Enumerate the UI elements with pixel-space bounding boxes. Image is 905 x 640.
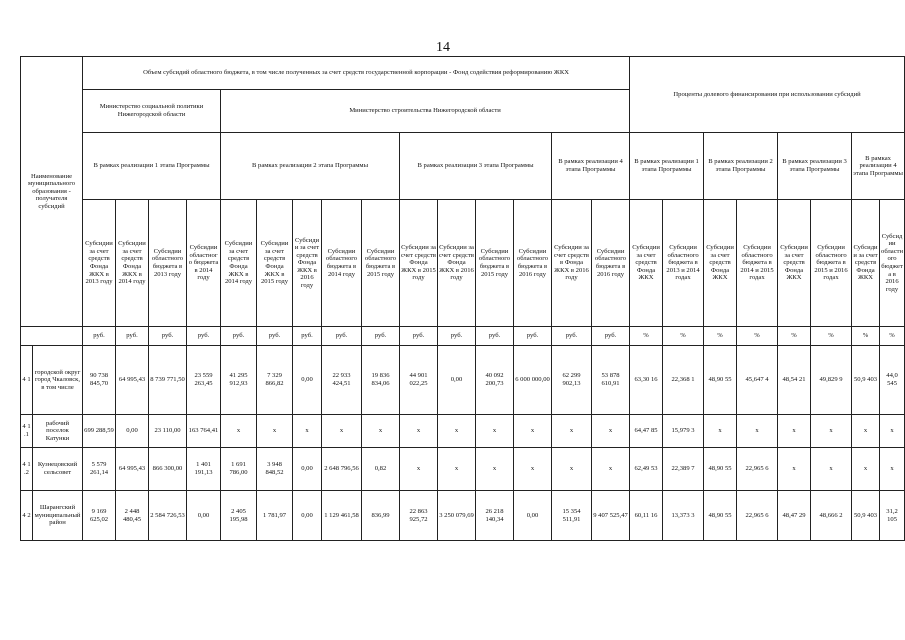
value-cell: 163 764,41 <box>187 415 221 448</box>
table-row <box>21 448 905 491</box>
unit-cell: руб. <box>592 327 630 346</box>
value-cell: 62 299 902,13 <box>552 346 592 415</box>
header-percent-stage-1: В рамках реализации 1 этапа Программы <box>630 133 704 200</box>
unit-cell: руб. <box>322 327 362 346</box>
value-cell: 44,0 545 <box>880 346 905 415</box>
municipality-name: Кузнецовский сельсовет <box>33 448 83 491</box>
column-header: Субсидии областного бюджета в 2013 и 2014 годах <box>663 200 704 327</box>
unit-cell: руб. <box>187 327 221 346</box>
value-cell: 48,90 55 <box>704 448 737 491</box>
column-header: Субсидии за счет средств в Фонда ЖКХ в 2016 году <box>552 200 592 327</box>
value-cell: x <box>552 448 592 491</box>
value-cell: 0,82 <box>362 448 400 491</box>
column-header: Субсидии областного бюджета в 2016 году <box>880 200 905 327</box>
municipality-name: Шарангский муниципальный район <box>33 491 83 541</box>
subsidy-table <box>20 56 905 541</box>
unit-cell: руб. <box>438 327 476 346</box>
units-spacer <box>21 327 83 346</box>
value-cell: 2 584 726,53 <box>149 491 187 541</box>
header-volume: Объем субсидий областного бюджета, в том числе полученных за счет средств государственной корпорации - Фонд содействия реформированию ЖКХ <box>83 57 630 90</box>
value-cell: 48,90 55 <box>704 346 737 415</box>
value-cell: 44 901 022,25 <box>400 346 438 415</box>
value-cell: 7 329 866,82 <box>257 346 293 415</box>
value-cell: 23 559 263,45 <box>187 346 221 415</box>
column-header: Субсидии областного бюджета в 2015 году <box>362 200 400 327</box>
column-header: Субсидии областного бюджета в 2016 году <box>514 200 552 327</box>
header-stage-4: В рамках реализации 4 этапа Программы <box>552 133 630 200</box>
header-percent-stage-4: В рамках реализации 4 этапа Программы <box>852 133 905 200</box>
value-cell: x <box>811 415 852 448</box>
unit-cell: руб. <box>149 327 187 346</box>
table-row <box>21 491 905 541</box>
value-cell: 26 218 140,34 <box>476 491 514 541</box>
header-stage-2: В рамках реализации 2 этапа Программы <box>221 133 400 200</box>
value-cell: x <box>400 448 438 491</box>
unit-cell: руб. <box>293 327 322 346</box>
value-cell: x <box>552 415 592 448</box>
column-header: Субсидии за счет средств Фонда ЖКХ в 2014 году <box>116 200 149 327</box>
column-header: Субсидии областного бюджета в 2014 и 2015 годах <box>737 200 778 327</box>
value-cell: 9 169 625,02 <box>83 491 116 541</box>
value-cell: 836,99 <box>362 491 400 541</box>
unit-cell: % <box>737 327 778 346</box>
unit-cell: руб. <box>552 327 592 346</box>
column-header: Субсидии за счет средств Фонда ЖКХ в 2014 году <box>221 200 257 327</box>
value-cell: 23 110,00 <box>149 415 187 448</box>
value-cell: 1 129 461,58 <box>322 491 362 541</box>
value-cell: x <box>592 415 630 448</box>
row-number: 4 1 <box>21 346 33 415</box>
table-body <box>21 346 905 541</box>
header-ministry-construction: Министерство строительства Нижегородской области <box>221 90 630 133</box>
column-header: Субсидии за счет средств Фонда ЖКХ в 2015 году <box>400 200 438 327</box>
page-number: 14 <box>436 40 450 55</box>
column-header: Субсидии за счет средств Фонда ЖКХ <box>630 200 663 327</box>
value-cell: x <box>221 415 257 448</box>
value-cell: x <box>778 448 811 491</box>
row-number: 4 1 .1 <box>21 415 33 448</box>
value-cell: x <box>476 415 514 448</box>
value-cell: x <box>514 448 552 491</box>
value-cell: 41 295 912,93 <box>221 346 257 415</box>
unit-cell: руб. <box>116 327 149 346</box>
unit-cell: % <box>778 327 811 346</box>
value-cell: x <box>852 415 880 448</box>
municipality-name: городской округ город Чкаловск, в том числе <box>33 346 83 415</box>
value-cell: 19 836 834,06 <box>362 346 400 415</box>
value-cell: x <box>592 448 630 491</box>
unit-cell: руб. <box>257 327 293 346</box>
value-cell: 1 401 191,13 <box>187 448 221 491</box>
value-cell: x <box>704 415 737 448</box>
value-cell: 0,00 <box>438 346 476 415</box>
value-cell: x <box>476 448 514 491</box>
value-cell: x <box>811 448 852 491</box>
value-cell: 22,368 1 <box>663 346 704 415</box>
value-cell: 0,00 <box>293 491 322 541</box>
column-header: Субсидии областного бюджета в 2014 году <box>322 200 362 327</box>
value-cell: 3 948 848,52 <box>257 448 293 491</box>
value-cell: 48,47 29 <box>778 491 811 541</box>
value-cell: x <box>737 415 778 448</box>
value-cell: 90 738 845,70 <box>83 346 116 415</box>
unit-cell: руб. <box>476 327 514 346</box>
value-cell: 2 405 195,98 <box>221 491 257 541</box>
value-cell: 31,2 105 <box>880 491 905 541</box>
unit-cell: руб. <box>83 327 116 346</box>
value-cell: 48,90 55 <box>704 491 737 541</box>
header-percent-stage-3: В рамках реализации 3 этапа Программы <box>778 133 852 200</box>
value-cell: 60,11 16 <box>630 491 663 541</box>
value-cell: 0,00 <box>293 346 322 415</box>
value-cell: 9 407 525,47 <box>592 491 630 541</box>
header-percent-stage-2: В рамках реализации 2 этапа Программы <box>704 133 778 200</box>
column-header: Субсидии областного бюджета в 2016 году <box>592 200 630 327</box>
value-cell: 48,666 2 <box>811 491 852 541</box>
column-header: Субсидии за счет средств Фонда ЖКХ в 2016 году <box>438 200 476 327</box>
value-cell: x <box>400 415 438 448</box>
value-cell: 0,00 <box>293 448 322 491</box>
table-row <box>21 346 905 415</box>
value-cell: 15 354 511,91 <box>552 491 592 541</box>
unit-cell: % <box>811 327 852 346</box>
value-cell: 49,829 9 <box>811 346 852 415</box>
value-cell: 63,30 16 <box>630 346 663 415</box>
value-cell: 8 739 771,50 <box>149 346 187 415</box>
value-cell: 1 781,97 <box>257 491 293 541</box>
header-stage-1: В рамках реализации 1 этапа Программы <box>83 133 221 200</box>
column-header-municipality: Наименование муниципального образования - получателя субсидий <box>21 57 83 327</box>
table-row <box>21 415 905 448</box>
value-cell: x <box>880 448 905 491</box>
unit-cell: руб. <box>362 327 400 346</box>
column-header: Субсидии за счет средств Фонда ЖКХ в 2013 году <box>83 200 116 327</box>
unit-cell: руб. <box>514 327 552 346</box>
value-cell: 64 995,43 <box>116 448 149 491</box>
unit-cell: % <box>852 327 880 346</box>
value-cell: 64,47 85 <box>630 415 663 448</box>
value-cell: 62,49 53 <box>630 448 663 491</box>
value-cell: x <box>778 415 811 448</box>
value-cell: 2 448 480,45 <box>116 491 149 541</box>
column-header: Субсидии за счет средств Фонда ЖКХ <box>704 200 737 327</box>
value-cell: 45,647 4 <box>737 346 778 415</box>
value-cell: 53 878 610,91 <box>592 346 630 415</box>
column-header: Субсидии за счет средств Фонда ЖКХ <box>778 200 811 327</box>
value-cell: 13,373 3 <box>663 491 704 541</box>
header-ministry-social: Министерство социальной политики Нижегородской области <box>83 90 221 133</box>
value-cell: x <box>362 415 400 448</box>
value-cell: 0,00 <box>116 415 149 448</box>
value-cell: 699 288,59 <box>83 415 116 448</box>
value-cell: 48,54 21 <box>778 346 811 415</box>
unit-cell: % <box>630 327 663 346</box>
value-cell: 22 933 424,51 <box>322 346 362 415</box>
value-cell: 2 648 796,56 <box>322 448 362 491</box>
column-header: Субсидии за счет средств Фонда ЖКХ <box>852 200 880 327</box>
column-header: Субсидии областного бюджета в 2014 году <box>187 200 221 327</box>
value-cell: 3 250 079,69 <box>438 491 476 541</box>
value-cell: 64 995,43 <box>116 346 149 415</box>
value-cell: x <box>880 415 905 448</box>
municipality-name: рабочий поселок Катунки <box>33 415 83 448</box>
unit-cell: руб. <box>221 327 257 346</box>
column-header: Субсидии областного бюджета в 2015 и 2016 годах <box>811 200 852 327</box>
unit-cell: % <box>663 327 704 346</box>
value-cell: 40 092 200,73 <box>476 346 514 415</box>
column-header: Субсидии за счет средств Фонда ЖКХ в 2015 году <box>257 200 293 327</box>
value-cell: 866 300,00 <box>149 448 187 491</box>
unit-cell: руб. <box>400 327 438 346</box>
value-cell: 1 691 786,00 <box>221 448 257 491</box>
value-cell: x <box>438 415 476 448</box>
header-percent: Проценты долевого финансирования при использовании субсидий <box>630 57 905 133</box>
value-cell: x <box>293 415 322 448</box>
value-cell: 6 000 000,00 <box>514 346 552 415</box>
row-number: 4 2 <box>21 491 33 541</box>
value-cell: x <box>322 415 362 448</box>
unit-cell: % <box>880 327 905 346</box>
value-cell: x <box>514 415 552 448</box>
value-cell: 22,965 6 <box>737 491 778 541</box>
row-number: 4 1 .2 <box>21 448 33 491</box>
value-cell: 0,00 <box>187 491 221 541</box>
column-header: Субсидии областного бюджета в 2013 году <box>149 200 187 327</box>
value-cell: x <box>257 415 293 448</box>
column-header: Субсидии областного бюджета в 2015 году <box>476 200 514 327</box>
value-cell: 22,965 6 <box>737 448 778 491</box>
column-header: Субсидии за счет средств Фонда ЖКХ в 2016 году <box>293 200 322 327</box>
value-cell: 15,979 3 <box>663 415 704 448</box>
value-cell: x <box>852 448 880 491</box>
value-cell: 0,00 <box>514 491 552 541</box>
unit-cell: % <box>704 327 737 346</box>
value-cell: 5 579 261,14 <box>83 448 116 491</box>
value-cell: 50,9 403 <box>852 346 880 415</box>
value-cell: 22 863 925,72 <box>400 491 438 541</box>
value-cell: 50,9 403 <box>852 491 880 541</box>
value-cell: x <box>438 448 476 491</box>
header-stage-3: В рамках реализации 3 этапа Программы <box>400 133 552 200</box>
value-cell: 22,389 7 <box>663 448 704 491</box>
